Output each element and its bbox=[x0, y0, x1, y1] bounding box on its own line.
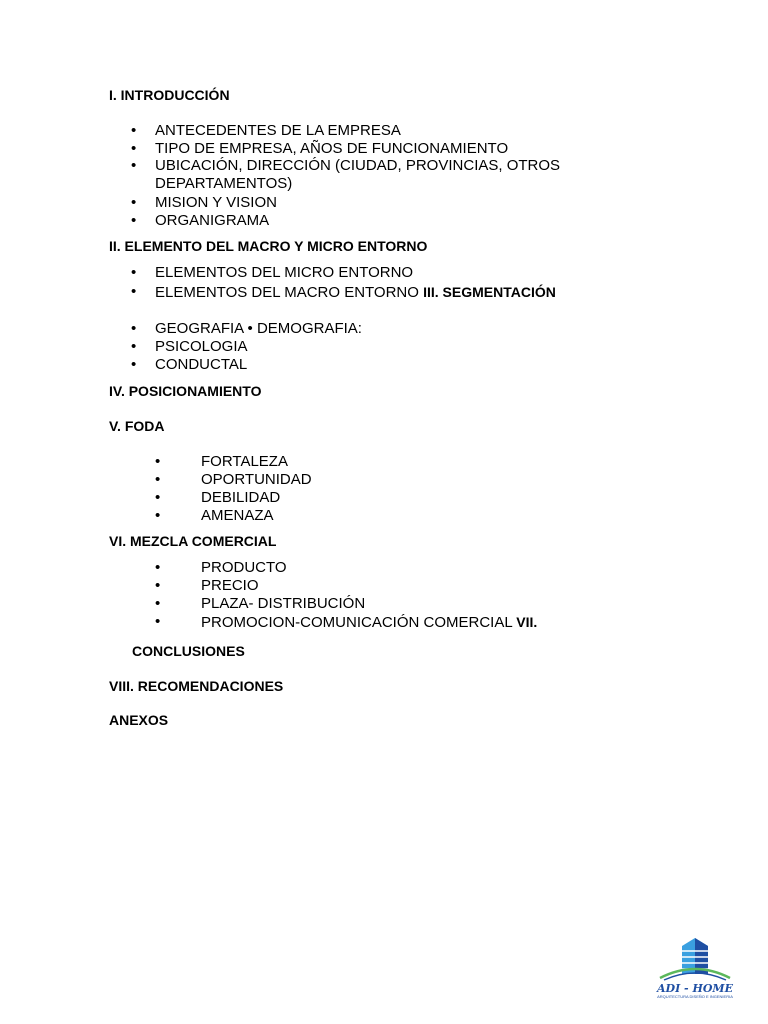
list-item: PRECIO bbox=[201, 577, 259, 594]
heading-introduccion: I. INTRODUCCIÓN bbox=[109, 87, 230, 103]
bullet: • bbox=[155, 489, 161, 506]
heading-posicionamiento: IV. POSICIONAMIENTO bbox=[109, 383, 262, 399]
bullet: • bbox=[155, 613, 161, 630]
bullet: • bbox=[131, 140, 137, 157]
list-item: AMENAZA bbox=[201, 507, 274, 524]
list-item: PRODUCTO bbox=[201, 559, 287, 576]
list-item: ELEMENTOS DEL MICRO ENTORNO bbox=[155, 264, 414, 281]
heading-conclusiones: CONCLUSIONES bbox=[132, 643, 245, 659]
list-item: FORTALEZA bbox=[201, 453, 288, 470]
list-item: CONDUCTAL bbox=[155, 356, 248, 373]
bullet: • bbox=[131, 320, 137, 337]
list-item: PLAZA- DISTRIBUCIÓN bbox=[201, 595, 366, 612]
bullet: • bbox=[131, 157, 137, 174]
list-item-text: ELEMENTOS DEL MACRO ENTORNO bbox=[155, 284, 424, 301]
bullet: • bbox=[155, 559, 161, 576]
building-logo-icon bbox=[654, 934, 736, 982]
bullet: • bbox=[131, 122, 137, 139]
list-item: GEOGRAFIA • DEMOGRAFIA: bbox=[155, 320, 362, 337]
list-item: ORGANIGRAMA bbox=[155, 212, 270, 229]
heading-entorno: II. ELEMENTO DEL MACRO Y MICRO ENTORNO bbox=[109, 238, 428, 254]
bullet: • bbox=[131, 356, 137, 373]
list-item: TIPO DE EMPRESA, AÑOS DE FUNCIONAMIENTO bbox=[155, 140, 509, 157]
bullet: • bbox=[131, 194, 137, 211]
bullet: • bbox=[155, 453, 161, 470]
list-item-text: PROMOCION-COMUNICACIÓN COMERCIAL bbox=[201, 614, 517, 631]
bullet: • bbox=[131, 264, 137, 281]
list-item bbox=[155, 283, 556, 302]
bullet: • bbox=[131, 283, 137, 300]
company-logo bbox=[654, 934, 736, 998]
bullet: • bbox=[155, 595, 161, 612]
bullet: • bbox=[155, 507, 161, 524]
list-item: MISION Y VISION bbox=[155, 194, 277, 211]
logo-name: ADI - HOME bbox=[657, 982, 733, 995]
bullet: • bbox=[155, 577, 161, 594]
list-item-continuation: DEPARTAMENTOS) bbox=[155, 175, 293, 192]
bullet: • bbox=[155, 471, 161, 488]
heading-vii: VII. bbox=[516, 614, 538, 630]
list-item: PSICOLOGIA bbox=[155, 338, 248, 355]
logo-tagline: ARQUITECTURA DISEÑO E INGENIERIA bbox=[657, 994, 733, 999]
bullet: • bbox=[131, 338, 137, 355]
heading-segmentacion: III. SEGMENTACIÓN bbox=[423, 284, 556, 300]
list-item bbox=[201, 613, 537, 632]
heading-mezcla-comercial: VI. MEZCLA COMERCIAL bbox=[109, 533, 277, 549]
heading-recomendaciones: VIII. RECOMENDACIONES bbox=[109, 678, 284, 694]
heading-anexos: ANEXOS bbox=[109, 712, 169, 728]
bullet: • bbox=[131, 212, 137, 229]
list-item: UBICACIÓN, DIRECCIÓN (CIUDAD, PROVINCIAS, OTROS bbox=[155, 157, 561, 174]
heading-foda: V. FODA bbox=[109, 418, 165, 434]
list-item: ANTECEDENTES DE LA EMPRESA bbox=[155, 122, 401, 139]
list-item: OPORTUNIDAD bbox=[201, 471, 312, 488]
list-item: DEBILIDAD bbox=[201, 489, 281, 506]
